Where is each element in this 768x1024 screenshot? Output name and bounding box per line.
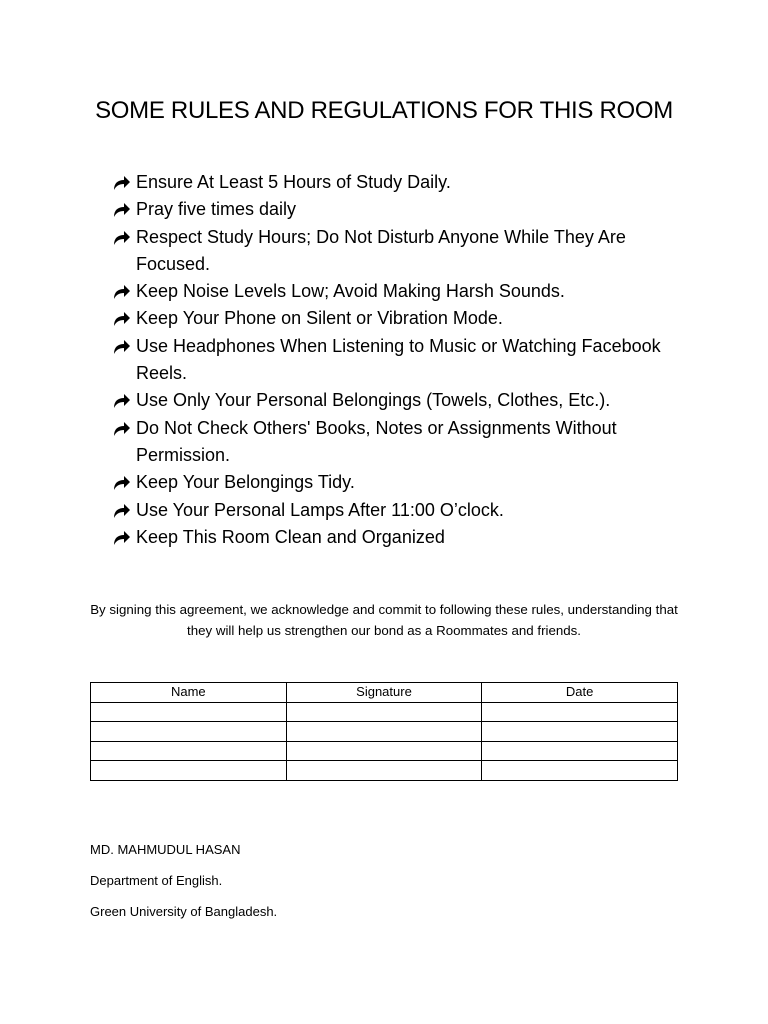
curved-arrow-icon <box>111 201 131 219</box>
column-header-signature: Signature <box>286 683 482 703</box>
curved-arrow-icon <box>111 474 131 492</box>
author-university: Green University of Bangladesh. <box>90 904 278 919</box>
date-cell <box>482 741 678 761</box>
table-row <box>91 722 678 742</box>
column-header-date: Date <box>482 683 678 703</box>
curved-arrow-icon <box>111 392 131 410</box>
curved-arrow-icon <box>111 229 131 247</box>
rule-text: Keep Noise Levels Low; Avoid Making Harsh Sounds. <box>136 281 565 302</box>
rule-item <box>111 224 691 279</box>
rule-item <box>111 497 691 524</box>
signature-table <box>90 682 678 781</box>
curved-arrow-icon <box>111 283 131 301</box>
curved-arrow-icon <box>111 502 131 520</box>
curved-arrow-icon <box>111 174 131 192</box>
rule-text: Ensure At Least 5 Hours of Study Daily. <box>136 172 451 192</box>
table-row <box>91 702 678 722</box>
agreement-text: By signing this agreement, we acknowledge and commit to following these rules, understanding that they will help us strengthen our bond as a Roommates and friends. <box>90 602 678 638</box>
rule-text: Keep This Room Clean and Organized <box>136 526 445 547</box>
curved-arrow-icon <box>111 420 131 438</box>
name-cell <box>91 702 287 722</box>
author-name: MD. MAHMUDUL HASAN <box>90 842 241 857</box>
rule-item <box>111 469 691 496</box>
rule-text: Do Not Check Others' Books, Notes or Assignments Without Permission. <box>136 417 617 465</box>
table-row <box>91 761 678 781</box>
table-header-row <box>91 683 678 703</box>
rule-text: Keep Your Phone on Silent or Vibration Mode. <box>136 308 503 329</box>
author-department: Department of English. <box>90 873 223 888</box>
rule-item <box>111 305 691 332</box>
name-cell <box>91 761 287 781</box>
name-cell <box>91 741 287 761</box>
rule-item <box>111 169 691 196</box>
signature-cell <box>286 761 482 781</box>
rule-text: Respect Study Hours; Do Not Disturb Anyone While They Are Focused. <box>136 226 626 274</box>
rule-item <box>111 415 691 470</box>
curved-arrow-icon <box>111 529 131 547</box>
rule-item <box>111 333 691 388</box>
table-row <box>91 741 678 761</box>
rule-text: Keep Your Belongings Tidy. <box>136 472 355 493</box>
date-cell <box>482 761 678 781</box>
rule-item <box>111 196 691 223</box>
signature-cell <box>286 741 482 761</box>
curved-arrow-icon <box>111 338 131 356</box>
rule-text: Use Headphones When Listening to Music or Watching Facebook Reels. <box>136 335 661 384</box>
signature-cell <box>286 702 482 722</box>
rule-item <box>111 524 691 551</box>
column-header-name: Name <box>91 683 287 703</box>
rule-text: Use Your Personal Lamps After 11:00 O’clock. <box>136 499 504 520</box>
rules-list <box>111 169 691 551</box>
rule-text: Use Only Your Personal Belongings (Towels, Clothes, Etc.). <box>136 390 611 411</box>
curved-arrow-icon <box>111 310 131 328</box>
document-title: SOME RULES AND REGULATIONS FOR THIS ROOM <box>95 97 673 124</box>
rule-item <box>111 278 691 305</box>
rule-item <box>111 387 691 414</box>
signature-cell <box>286 722 482 742</box>
name-cell <box>91 722 287 742</box>
date-cell <box>482 722 678 742</box>
rule-text: Pray five times daily <box>136 199 297 220</box>
date-cell <box>482 702 678 722</box>
